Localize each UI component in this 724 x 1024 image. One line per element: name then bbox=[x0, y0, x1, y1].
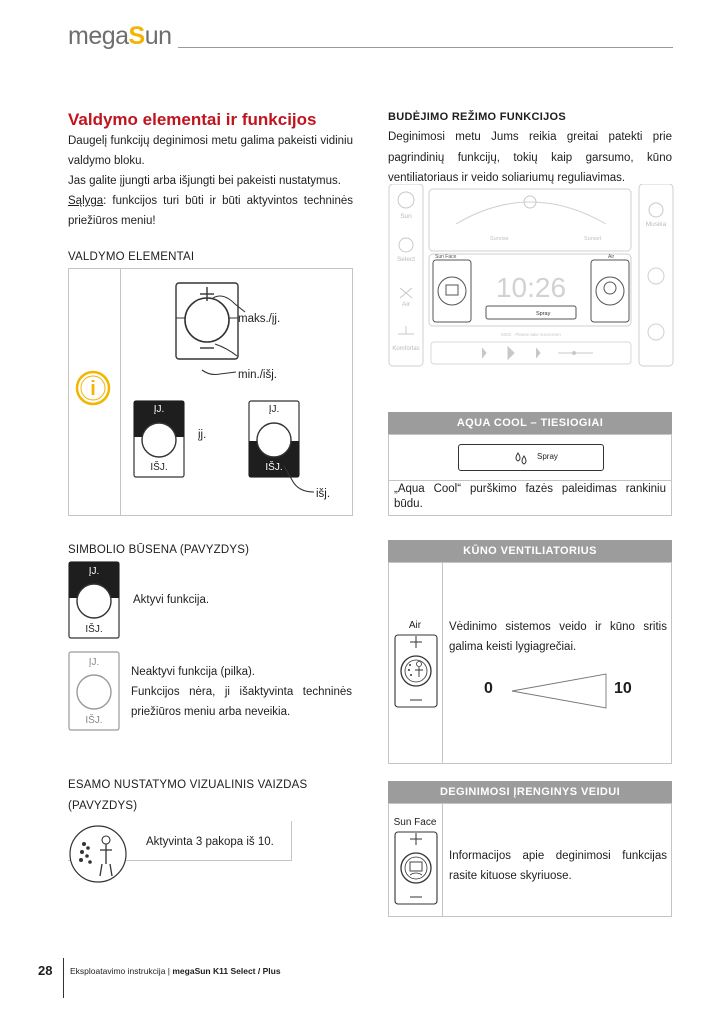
min-label: min./išj. bbox=[238, 369, 277, 381]
hand-pointer-icon-2 bbox=[280, 462, 320, 498]
spray-button[interactable] bbox=[458, 444, 604, 471]
inactive-function-text: Neaktyvi funkcija (pilka). bbox=[131, 666, 255, 678]
panel-sunrise-label: Sunrise bbox=[490, 236, 509, 242]
panel-spray-label: Spray bbox=[536, 311, 551, 317]
level-text: Aktyvinta 3 pakopa iš 10. bbox=[146, 836, 274, 848]
panel-musik-label: Musika bbox=[645, 221, 667, 228]
panel-sunface-label: Sun Face bbox=[435, 254, 457, 260]
off-label-active: IŠJ. bbox=[150, 462, 168, 473]
on-label-active: ĮJ. bbox=[153, 404, 165, 415]
fan-min-value: 0 bbox=[484, 680, 493, 697]
panel-select-label: Select bbox=[396, 256, 416, 263]
spray-button-label: Spray bbox=[537, 452, 558, 461]
fan-level-wedge bbox=[510, 672, 610, 710]
fan-control-button[interactable] bbox=[394, 634, 438, 710]
body-fan-header: KŪNO VENTILIATORIUS bbox=[388, 540, 672, 562]
intro-paragraph-2: Jas galite įjungti arba išjungti bei pakeisti nustatymus. bbox=[68, 175, 341, 187]
panel-message-text: MSG · Please take sunscreen bbox=[501, 332, 561, 337]
face-text: Informacijos apie deginimosi funkcijas rasite kituose skyriuose. bbox=[449, 850, 667, 882]
panel-air-label: Air bbox=[402, 301, 410, 308]
standby-paragraph: Deginimosi metu Jums reikia greitai patekti prie pagrindinių funkcijų, tokių kaip garsumo, kūno ventiliatoriaus ir veido soliariumų reguliavimas. bbox=[388, 131, 672, 184]
water-drops-icon bbox=[513, 450, 529, 466]
condition-paragraph: Sąlyga: funkcijos turi būti ir būti aktyvintos techninės priežiūros meniu! bbox=[68, 195, 353, 227]
fan-text: Vėdinimo sistemos veido ir kūno sritis galima keisti lygiagrečiai. bbox=[449, 621, 667, 653]
on-small-label: įj. bbox=[198, 429, 207, 441]
body-fan-level-icon bbox=[68, 824, 128, 884]
inactive-function-text-2: Funkcijos nėra, ji išaktyvinta techninės priežiūros meniu arba neveikia. bbox=[131, 686, 352, 718]
aqua-cool-text: „Aqua Cool“ purškimo fazės paleidimas rankiniu būdu. bbox=[394, 483, 666, 510]
panel-time-display: 10:26 bbox=[495, 272, 567, 303]
panel-sunset-label: Sunset bbox=[584, 236, 602, 242]
active-function-text: Aktyvi funkcija. bbox=[133, 594, 210, 606]
footer-divider bbox=[63, 958, 64, 998]
hand-pointer-icon bbox=[200, 350, 240, 380]
max-label: maks./įj. bbox=[238, 313, 281, 325]
panel-komfortas-label: Komfortas bbox=[392, 346, 420, 352]
inactive-on-label: ĮJ. bbox=[88, 657, 100, 668]
active-on-label: ĮJ. bbox=[88, 566, 100, 577]
visual-heading: ESAMO NUSTATYMO VIZUALINIS VAIZDAS (PAVYZDYS) bbox=[68, 779, 308, 812]
off-label-2: IŠJ. bbox=[265, 462, 283, 473]
fan-max-value: 10 bbox=[614, 680, 632, 697]
footer-text: Eksploatavimo instrukcija | megaSun K11 Select / Plus bbox=[70, 966, 281, 976]
intro-paragraph: Daugelį funkcijų deginimosi metu galima pakeisti vidiniu valdymo bloku. bbox=[68, 135, 353, 167]
active-off-label: IŠJ. bbox=[85, 624, 103, 635]
control-panel-illustration bbox=[388, 184, 674, 370]
aqua-cool-header: AQUA COOL – TIESIOGIAI bbox=[388, 412, 672, 434]
inactive-off-label: IŠJ. bbox=[85, 715, 103, 726]
info-icon bbox=[75, 370, 111, 406]
standby-heading: BUDĖJIMO REŽIMO FUNKCIJOS bbox=[388, 111, 567, 123]
header-rule bbox=[178, 47, 673, 48]
svg-text:i: i bbox=[90, 378, 96, 400]
face-tanner-header: DEGINIMOSI ĮRENGINYS VEIDUI bbox=[388, 781, 672, 803]
off-small-label: išj. bbox=[316, 488, 331, 500]
face-sunface-label: Sun Face bbox=[393, 817, 437, 828]
controls-heading: VALDYMO ELEMENTAI bbox=[68, 251, 195, 263]
panel-sun-label: Sun bbox=[400, 213, 412, 220]
face-control-button[interactable] bbox=[394, 831, 438, 907]
status-heading: SIMBOLIO BŪSENA (PAVYZDYS) bbox=[68, 544, 250, 556]
on-label-2: ĮJ. bbox=[268, 404, 280, 415]
page-title: Valdymo elementai ir funkcijos bbox=[68, 110, 317, 129]
brand-logo: megaSun bbox=[68, 22, 172, 50]
panel-air-small-label: Air bbox=[608, 254, 615, 260]
fan-air-label: Air bbox=[408, 620, 422, 631]
page-number: 28 bbox=[38, 963, 53, 978]
